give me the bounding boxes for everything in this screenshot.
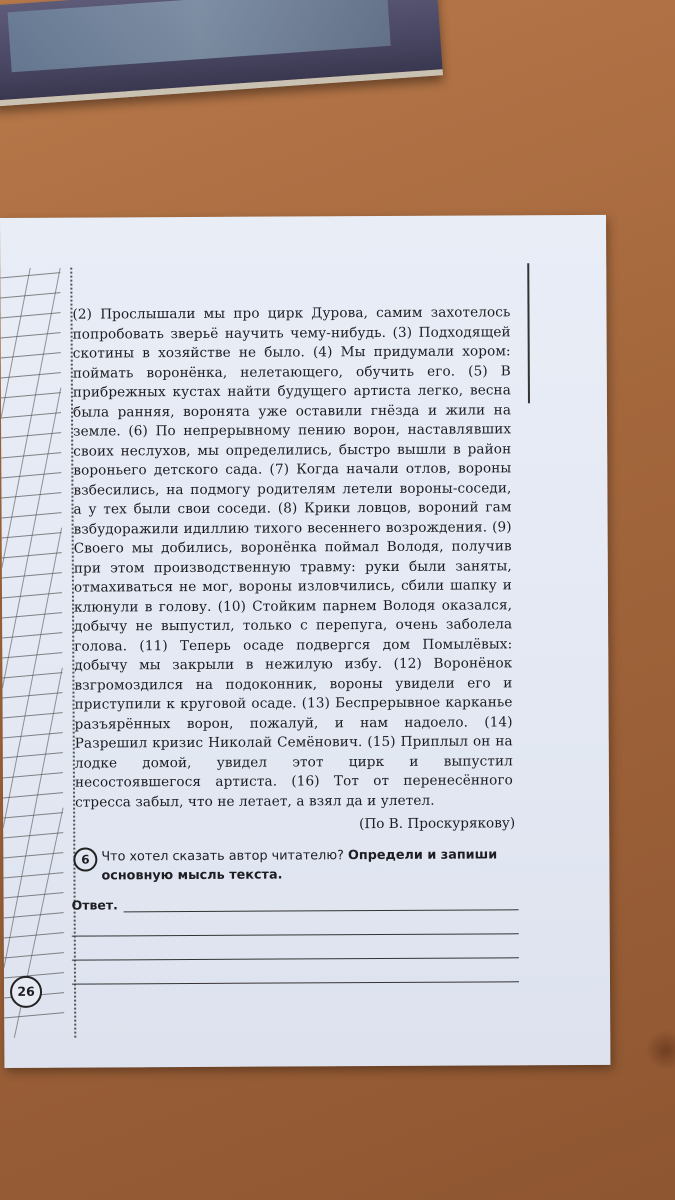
text-source: (По В. Проскурякову): [359, 815, 516, 833]
answer-line[interactable]: [72, 933, 519, 936]
task-instruction: Определи и запиши основную мысль текста.: [101, 847, 498, 884]
story-paragraph: (2) Прослышали мы про цирк Дурова, самим захотелось попробовать зверьё научить чему-нибудь. (3) Подходящей скотины в хозяйстве не было. (4) Мы придумали хором: поймать воронёнка, нелетающего, обучить его. (5) В прибрежных кустах найти будущего артиста легко, весна была ранняя, воронята уже оставили гнёзда и жили на земле. (6) По непрерывному пению ворон, наставлявших своих неслухов, мы определились, быстро вышли в район вороньего детского сада. (7) Когда начали отлов, вороны взбесились, на подмогу родителям летели вороны-соседи, а у тех были свои соседи. (8) Крики ловцов, вороний гам взбудоражили идиллию тихого весеннего возрождения. (9) Своего мы добились, воронёнка поймал Володя, получив при этом производственную травму: руки были заняты, отмахиваться не мог, вороны изловчились, сбили шапку и клюнули в голову. (10) Стойким парнем Володя оказался, добычу не выпустил, только с перепуга, очень заболела голова. (11) Теперь осаде подвергся дом Помылёвых: добычу мы закрыли в нежилую избу. (12) Воронёнок взгромоздился на подоконник, вороны увидели его и приступили к круговой осаде. (13) Беспрерывное карканье разъярённых ворон, пожалуй, и нам надоело. (14) Разрешил кризис Николай Семёнович. (15) Приплыл он на лодке домой, увидел этот цирк и выпустил несостоявшегося артиста. (16) Тот от перенесённого стресса забыл, что не летает, а взял да и улетел.: [72, 304, 513, 811]
task-number-badge: 6: [73, 847, 97, 871]
task-question: Что хотел сказать автор читателю?: [101, 848, 344, 865]
table-shadow: [646, 1030, 675, 1070]
page-number: 26: [10, 976, 42, 1008]
story-text: [72, 303, 513, 812]
book-cover: [8, 0, 391, 72]
answer-line[interactable]: [72, 957, 519, 960]
answer-label: Ответ.: [71, 897, 118, 913]
task-6: [73, 845, 523, 885]
answer-line[interactable]: [72, 981, 519, 984]
book-background: [0, 0, 443, 107]
margin-lines: [0, 268, 76, 1038]
task-text: [101, 845, 523, 885]
workbook-page: [0, 215, 610, 1068]
page-edge-mark: [527, 263, 530, 403]
answer-line[interactable]: [124, 909, 519, 912]
